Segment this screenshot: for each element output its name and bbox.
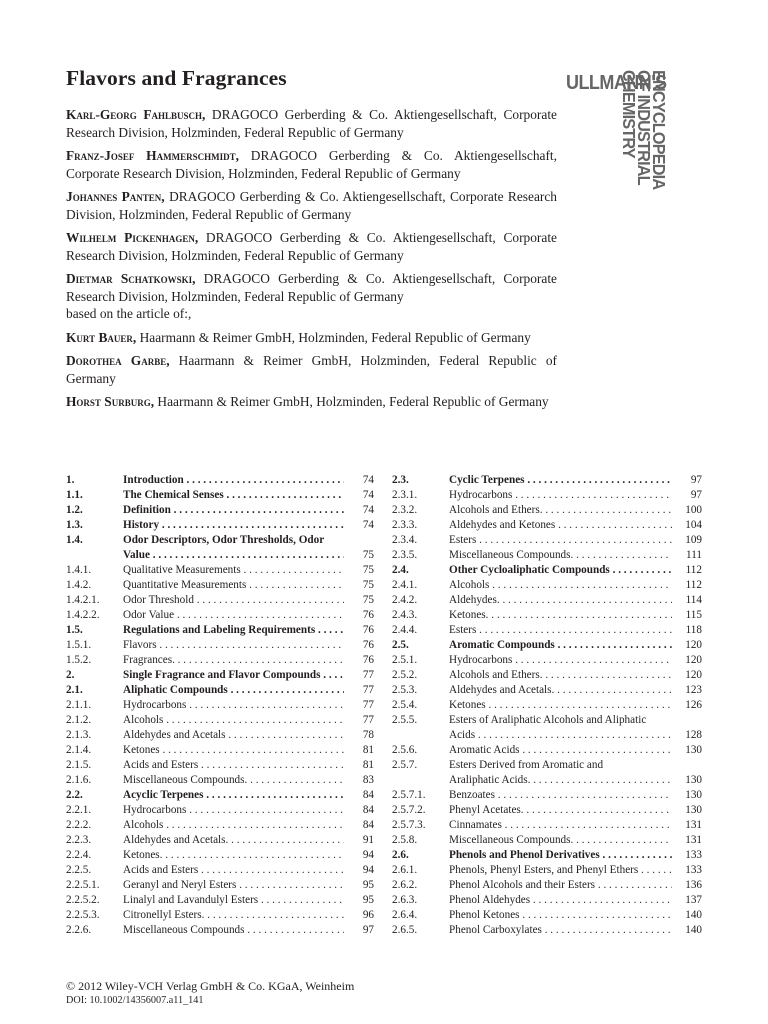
toc-page-number: 111: [686, 549, 702, 561]
toc-section-title: Miscellaneous Compounds . . .: [123, 923, 344, 938]
toc-section-number: 2.1.3.: [66, 729, 92, 741]
toc-section-title: Ketones. . . .: [123, 848, 344, 863]
author-entry: [66, 147, 557, 182]
toc-section-number: 2.3.3.: [392, 519, 418, 531]
toc-entry[interactable]: [392, 593, 702, 608]
toc-section-number: 2.5.4.: [392, 699, 418, 711]
author-affiliation: DRAGOCO Gerberding & Co. Aktiengesellschaft, Corporate Research Division, Holzminden, Federal Republic of Germany: [66, 230, 557, 263]
author-list: [66, 106, 557, 417]
toc-section-number: 1.5.2.: [66, 654, 92, 666]
toc-entry[interactable]: [66, 653, 374, 668]
toc-page-number: 130: [685, 804, 702, 816]
toc-section-title: Odor Value . . .: [123, 608, 344, 623]
toc-page-number: 133: [685, 849, 702, 861]
toc-entry[interactable]: [392, 503, 702, 518]
author-name: Horst Surburg,: [66, 394, 155, 409]
toc-section-title: Ketones. . . .: [449, 608, 672, 623]
toc-page-number: 74: [362, 474, 374, 486]
toc-entry[interactable]: [66, 863, 374, 878]
author-entry: [66, 229, 557, 264]
author-name: Dietmar Schatkowski,: [66, 271, 196, 286]
author-entry: [66, 352, 557, 387]
toc-page-number: 76: [362, 654, 374, 666]
logo-line-1: ENCYCLOPEDIA: [649, 70, 669, 190]
toc-page-number: 75: [362, 564, 374, 576]
toc-entry[interactable]: [66, 638, 374, 653]
toc-page-number: 130: [685, 774, 702, 786]
toc-section-number: 2.1.6.: [66, 774, 92, 786]
toc-page-number: 78: [362, 729, 374, 741]
toc-page-number: 91: [362, 834, 374, 846]
toc-page-number: 75: [362, 579, 374, 591]
toc-section-number: 2.2.5.: [66, 864, 92, 876]
toc-section-title: Esters . . .: [449, 623, 672, 638]
toc-entry[interactable]: [66, 728, 374, 743]
author-affiliation: Haarmann & Reimer GmbH, Holzminden, Federal Republic of Germany: [136, 329, 531, 345]
toc-section-number: 2.4.4.: [392, 624, 418, 636]
toc-section-number: 2.: [66, 669, 75, 681]
toc-section-title: Other Cycloaliphatic Compounds . . .: [449, 563, 672, 578]
toc-section-title: Esters of Araliphatic Alcohols and Aliphatic: [449, 714, 647, 726]
author-name: Franz-Josef Hammerschmidt,: [66, 148, 239, 163]
toc-entry[interactable]: [392, 623, 702, 638]
author-entry: [66, 329, 557, 347]
toc-entry[interactable]: [66, 473, 374, 488]
toc-section-number: 2.3.5.: [392, 549, 418, 561]
toc-section-number: 2.5.7.3.: [392, 819, 426, 831]
publisher-logo: [566, 70, 702, 202]
author-note: based on the article of:,: [66, 306, 192, 321]
toc-entry[interactable]: [392, 758, 702, 773]
toc-section-number: 2.5.6.: [392, 744, 418, 756]
toc-section-number: 2.1.2.: [66, 714, 92, 726]
toc-entry[interactable]: [66, 803, 374, 818]
toc-section-title: Odor Threshold . . .: [123, 593, 344, 608]
toc-section-title: Single Fragrance and Flavor Compounds . . .: [123, 668, 344, 683]
toc-page-number: 133: [685, 864, 702, 876]
author-name: Dorothea Garbe,: [66, 353, 170, 368]
toc-entry[interactable]: [392, 908, 702, 923]
toc-section-number: 2.2.4.: [66, 849, 92, 861]
toc-section-number: 2.2.: [66, 789, 83, 801]
toc-section-number: 2.5.7.1.: [392, 789, 426, 801]
toc-page-number: 77: [362, 714, 374, 726]
toc-section-number: 2.3.1.: [392, 489, 418, 501]
toc-section-number: 2.6.: [392, 849, 409, 861]
toc-section-number: 1.4.: [66, 534, 83, 546]
toc-section-title: Phenyl Acetates. . . .: [449, 803, 672, 818]
toc-page-number: 115: [685, 609, 702, 621]
author-affiliation: DRAGOCO Gerberding & Co. Aktiengesellschaft, Corporate Research Division, Holzminden, Federal Republic of Germany: [66, 148, 557, 181]
toc-section-number: 2.1.: [66, 684, 83, 696]
toc-entry[interactable]: [66, 668, 374, 683]
toc-entry[interactable]: [392, 773, 702, 788]
toc-page-number: 97: [690, 474, 702, 486]
toc-entry[interactable]: [392, 533, 702, 548]
toc-section-title: Acids and Esters . . .: [123, 863, 344, 878]
toc-entry[interactable]: [392, 578, 702, 593]
toc-section-title: Alcohols . . .: [449, 578, 672, 593]
toc-entry[interactable]: [66, 788, 374, 803]
author-affiliation: DRAGOCO Gerberding & Co. Aktiengesellschaft, Corporate Research Division, Holzminden, Federal Republic of Germany: [66, 271, 557, 304]
toc-entry[interactable]: [66, 503, 374, 518]
toc-page-number: 83: [362, 774, 374, 786]
toc-section-title: Aldehydes. . . .: [449, 593, 672, 608]
toc-entry[interactable]: [392, 848, 702, 863]
toc-section-title: Alcohols and Ethers. . . .: [449, 503, 672, 518]
toc-entry[interactable]: [392, 818, 702, 833]
author-entry: [66, 106, 557, 141]
toc-section-title: Esters Derived from Aromatic and: [449, 759, 604, 771]
toc-section-title: Araliphatic Acids. . . .: [392, 773, 672, 788]
toc-page-number: 75: [362, 549, 374, 561]
toc-section-title: Aromatic Acids . . .: [449, 743, 672, 758]
toc-section-number: 1.4.2.: [66, 579, 92, 591]
toc-section-title: Aldehydes and Acetals. . . .: [123, 833, 344, 848]
toc-page-number: 109: [685, 534, 702, 546]
toc-entry[interactable]: [392, 728, 702, 743]
toc-section-title: Introduction . . .: [123, 473, 344, 488]
toc-section-number: 2.5.1.: [392, 654, 418, 666]
toc-section-number: 2.2.5.1.: [66, 879, 100, 891]
toc-page-number: 130: [685, 744, 702, 756]
toc-section-title: Phenol Ketones . . .: [449, 908, 672, 923]
toc-section-number: 2.5.: [392, 639, 409, 651]
toc-entry[interactable]: [392, 653, 702, 668]
toc-section-number: 2.3.2.: [392, 504, 418, 516]
toc-page-number: 140: [685, 924, 702, 936]
toc-entry[interactable]: [392, 608, 702, 623]
toc-entry[interactable]: [66, 518, 374, 533]
toc-page-number: 104: [685, 519, 702, 531]
toc-section-title: Ketones . . .: [123, 743, 344, 758]
toc-section-title: Phenol Carboxylates . . .: [449, 923, 672, 938]
toc-section-title: Fragrances. . . .: [123, 653, 344, 668]
toc-entry[interactable]: [66, 773, 374, 788]
toc-section-title: Benzoates . . .: [449, 788, 672, 803]
toc-page-number: 81: [362, 744, 374, 756]
toc-page-number: 100: [685, 504, 702, 516]
toc-entry[interactable]: [66, 563, 374, 578]
toc-page-number: 97: [362, 924, 374, 936]
toc-section-title: Flavors . . .: [123, 638, 344, 653]
toc-section-number: 2.2.3.: [66, 834, 92, 846]
toc-section-number: 2.6.2.: [392, 879, 418, 891]
toc-entry[interactable]: [392, 923, 702, 938]
toc-page-number: 74: [362, 489, 374, 501]
toc-section-title: Phenol Alcohols and their Esters . . .: [449, 878, 672, 893]
toc-section-title: The Chemical Senses . . .: [123, 488, 344, 503]
toc-column-left: [66, 473, 374, 938]
toc-entry[interactable]: [392, 668, 702, 683]
toc-section-title: Qualitative Measurements . . .: [123, 563, 344, 578]
toc-entry[interactable]: [66, 893, 374, 908]
toc-section-title: Alcohols . . .: [123, 818, 344, 833]
toc-entry[interactable]: [392, 698, 702, 713]
toc-section-number: 2.6.3.: [392, 894, 418, 906]
toc-entry[interactable]: [392, 563, 702, 578]
toc-page-number: 118: [685, 624, 702, 636]
toc-page-number: 96: [362, 909, 374, 921]
toc-section-title: Definition . . .: [123, 503, 344, 518]
toc-page-number: 74: [362, 519, 374, 531]
toc-entry[interactable]: [66, 878, 374, 893]
toc-section-title: Quantitative Measurements . . .: [123, 578, 344, 593]
toc-section-number: 2.2.1.: [66, 804, 92, 816]
toc-page-number: 112: [685, 564, 702, 576]
toc-page-number: 81: [362, 759, 374, 771]
toc-section-number: 1.2.: [66, 504, 83, 516]
toc-section-number: 2.6.1.: [392, 864, 418, 876]
toc-section-title: Alcohols . . .: [123, 713, 344, 728]
toc-section-number: 1.4.1.: [66, 564, 92, 576]
toc-page-number: 136: [685, 879, 702, 891]
toc-entry[interactable]: [392, 488, 702, 503]
toc-entry[interactable]: [66, 833, 374, 848]
toc-entry[interactable]: [392, 473, 702, 488]
toc-section-title: Acyclic Terpenes . . .: [123, 788, 344, 803]
toc-page-number: 137: [685, 894, 702, 906]
toc-page-number: 120: [685, 639, 702, 651]
toc-entry[interactable]: [392, 548, 702, 563]
toc-page-number: 84: [362, 819, 374, 831]
toc-section-number: 1.3.: [66, 519, 83, 531]
toc-section-title: Odor Descriptors, Odor Thresholds, Odor: [123, 534, 325, 546]
toc-section-title: Miscellaneous Compounds. . . .: [123, 773, 344, 788]
toc-section-number: 2.5.3.: [392, 684, 418, 696]
article-title: Flavors and Fragrances: [66, 66, 287, 90]
toc-page-number: 114: [685, 594, 702, 606]
toc-entry[interactable]: [66, 533, 374, 548]
toc-section-number: 1.5.: [66, 624, 83, 636]
toc-section-title: Miscellaneous Compounds. . . .: [449, 833, 672, 848]
toc-section-title: Ketones . . .: [449, 698, 672, 713]
toc-section-title: Miscellaneous Compounds. . . .: [449, 548, 672, 563]
author-name: Karl-Georg Fahlbusch,: [66, 107, 206, 122]
toc-entry[interactable]: [392, 863, 702, 878]
toc-section-title: Citronellyl Esters. . . .: [123, 908, 344, 923]
toc-section-number: 2.4.: [392, 564, 409, 576]
toc-page-number: 77: [362, 669, 374, 681]
toc-page-number: 97: [690, 489, 702, 501]
toc-page-number: 76: [362, 624, 374, 636]
toc-section-number: 2.5.5.: [392, 714, 418, 726]
toc-page-number: 95: [362, 894, 374, 906]
toc-section-number: 2.1.4.: [66, 744, 92, 756]
toc-section-title: Aromatic Compounds . . .: [449, 638, 672, 653]
toc-section-title: Hydrocarbons . . .: [123, 698, 344, 713]
toc-entry[interactable]: [392, 638, 702, 653]
toc-section-title: Acids and Esters . . .: [123, 758, 344, 773]
toc-entry[interactable]: [392, 743, 702, 758]
logo-brand-text: ULLMANN'S: [566, 72, 667, 94]
toc-entry[interactable]: [392, 683, 702, 698]
toc-section-number: 1.5.1.: [66, 639, 92, 651]
logo-line-3: CHEMISTRY: [619, 70, 639, 158]
toc-section-number: 2.2.6.: [66, 924, 92, 936]
doi-reference: DOI: 10.1002/14356007.a11_141: [66, 995, 204, 1006]
toc-page-number: 76: [362, 609, 374, 621]
toc-page-number: 131: [685, 819, 702, 831]
toc-section-number: 2.2.5.3.: [66, 909, 100, 921]
toc-page-number: 77: [362, 699, 374, 711]
toc-section-number: 2.5.2.: [392, 669, 418, 681]
toc-entry[interactable]: [66, 743, 374, 758]
toc-section-title: Cinnamates . . .: [449, 818, 672, 833]
toc-section-title: Esters . . .: [449, 533, 672, 548]
toc-section-title: Aldehydes and Ketones . . .: [449, 518, 672, 533]
toc-section-number: 2.6.4.: [392, 909, 418, 921]
author-affiliation: Haarmann & Reimer GmbH, Holzminden, Federal Republic of Germany: [154, 394, 549, 409]
toc-section-title: Value . . .: [66, 548, 344, 563]
author-name: Kurt Bauer,: [66, 329, 137, 345]
author-affiliation: Haarmann & Reimer GmbH, Holzminden, Federal Republic of Germany: [66, 353, 558, 386]
toc-entry[interactable]: [66, 683, 374, 698]
author-affiliation: DRAGOCO Gerberding & Co. Aktiengesellschaft, Corporate Research Division, Holzminden, Federal Republic of Germany: [66, 107, 557, 140]
toc-entry[interactable]: [392, 518, 702, 533]
toc-entry[interactable]: [66, 488, 374, 503]
toc-entry[interactable]: [66, 758, 374, 773]
toc-section-title: Hydrocarbons . . .: [123, 803, 344, 818]
toc-page-number: 123: [685, 684, 702, 696]
toc-section-title: Phenols, Phenyl Esters, and Phenyl Ethers . . .: [449, 863, 672, 878]
toc-page-number: 94: [362, 849, 374, 861]
toc-page-number: 131: [685, 834, 702, 846]
toc-entry[interactable]: [392, 878, 702, 893]
toc-entry[interactable]: [392, 803, 702, 818]
toc-entry[interactable]: [66, 923, 374, 938]
copyright-notice: © 2012 Wiley-VCH Verlag GmbH & Co. KGaA, Weinheim: [66, 979, 355, 993]
toc-section-number: 2.5.8.: [392, 834, 418, 846]
toc-page-number: 84: [362, 789, 374, 801]
toc-entry[interactable]: [66, 848, 374, 863]
toc-entry[interactable]: [392, 893, 702, 908]
logo-line-2: OF INDUSTRIAL: [634, 70, 654, 185]
toc-section-number: 1.1.: [66, 489, 83, 501]
toc-section-title: Geranyl and Neryl Esters . . .: [123, 878, 344, 893]
toc-section-title: Phenols and Phenol Derivatives . . .: [449, 848, 672, 863]
toc-section-title: Linalyl and Lavandulyl Esters . . .: [123, 893, 344, 908]
toc-section-number: 2.4.2.: [392, 594, 418, 606]
author-name: Wilhelm Pickenhagen,: [66, 230, 199, 245]
author-entry: [66, 270, 557, 323]
toc-entry[interactable]: [392, 833, 702, 848]
toc-column-right: [392, 473, 702, 938]
toc-page-number: 94: [362, 864, 374, 876]
toc-section-number: 2.4.1.: [392, 579, 418, 591]
author-name: Johannes Panten,: [66, 189, 165, 204]
toc-section-title: History . . .: [123, 518, 344, 533]
toc-section-title: Aldehydes and Acetals. . . .: [449, 683, 672, 698]
toc-entry[interactable]: [66, 623, 374, 638]
toc-entry[interactable]: [66, 713, 374, 728]
toc-page-number: 75: [362, 594, 374, 606]
toc-section-number: 2.5.7.2.: [392, 804, 426, 816]
author-entry: [66, 393, 557, 411]
toc-section-number: 1.: [66, 474, 75, 486]
toc-section-number: 2.2.5.2.: [66, 894, 100, 906]
toc-section-title: Hydrocarbons . . .: [449, 653, 672, 668]
toc-page-number: 140: [685, 909, 702, 921]
toc-page-number: 76: [362, 639, 374, 651]
toc-section-number: 2.2.2.: [66, 819, 92, 831]
toc-page-number: 120: [685, 654, 702, 666]
toc-section-title: Hydrocarbons . . .: [449, 488, 672, 503]
toc-section-number: 1.4.2.2.: [66, 609, 100, 621]
toc-entry[interactable]: [392, 788, 702, 803]
toc-entry[interactable]: [66, 548, 374, 563]
toc-section-title: Acids . . .: [392, 728, 672, 743]
toc-page-number: 74: [362, 504, 374, 516]
toc-section-title: Phenol Aldehydes . . .: [449, 893, 672, 908]
toc-section-title: Aliphatic Compounds . . .: [123, 683, 344, 698]
toc-entry[interactable]: [66, 593, 374, 608]
toc-page-number: 84: [362, 804, 374, 816]
toc-entry[interactable]: [66, 818, 374, 833]
toc-page-number: 120: [685, 669, 702, 681]
toc-section-number: 2.3.: [392, 474, 409, 486]
toc-section-number: 2.4.3.: [392, 609, 418, 621]
toc-page-number: 77: [362, 684, 374, 696]
toc-page-number: 128: [685, 729, 702, 741]
toc-section-number: 2.1.1.: [66, 699, 92, 711]
toc-section-number: 2.1.5.: [66, 759, 92, 771]
toc-entry[interactable]: [392, 713, 702, 728]
toc-page-number: 130: [685, 789, 702, 801]
toc-section-number: 2.5.7.: [392, 759, 418, 771]
toc-page-number: 126: [685, 699, 702, 711]
toc-section-title: Regulations and Labeling Requirements . . .: [123, 623, 344, 638]
toc-entry[interactable]: [66, 908, 374, 923]
toc-section-title: Aldehydes and Acetals . . .: [123, 728, 344, 743]
toc-entry[interactable]: [66, 608, 374, 623]
toc-section-number: 2.6.5.: [392, 924, 418, 936]
toc-section-title: Alcohols and Ethers. . . .: [449, 668, 672, 683]
toc-section-title: Cyclic Terpenes . . .: [449, 473, 672, 488]
toc-entry[interactable]: [66, 578, 374, 593]
author-affiliation: DRAGOCO Gerberding & Co. Aktiengesellschaft, Corporate Research Division, Holzminden, Federal Republic of Germany: [66, 189, 557, 222]
author-entry: [66, 188, 557, 223]
toc-section-number: 1.4.2.1.: [66, 594, 100, 606]
toc-page-number: 95: [362, 879, 374, 891]
toc-entry[interactable]: [66, 698, 374, 713]
toc-section-number: 2.3.4.: [392, 534, 418, 546]
toc-page-number: 112: [685, 579, 702, 591]
